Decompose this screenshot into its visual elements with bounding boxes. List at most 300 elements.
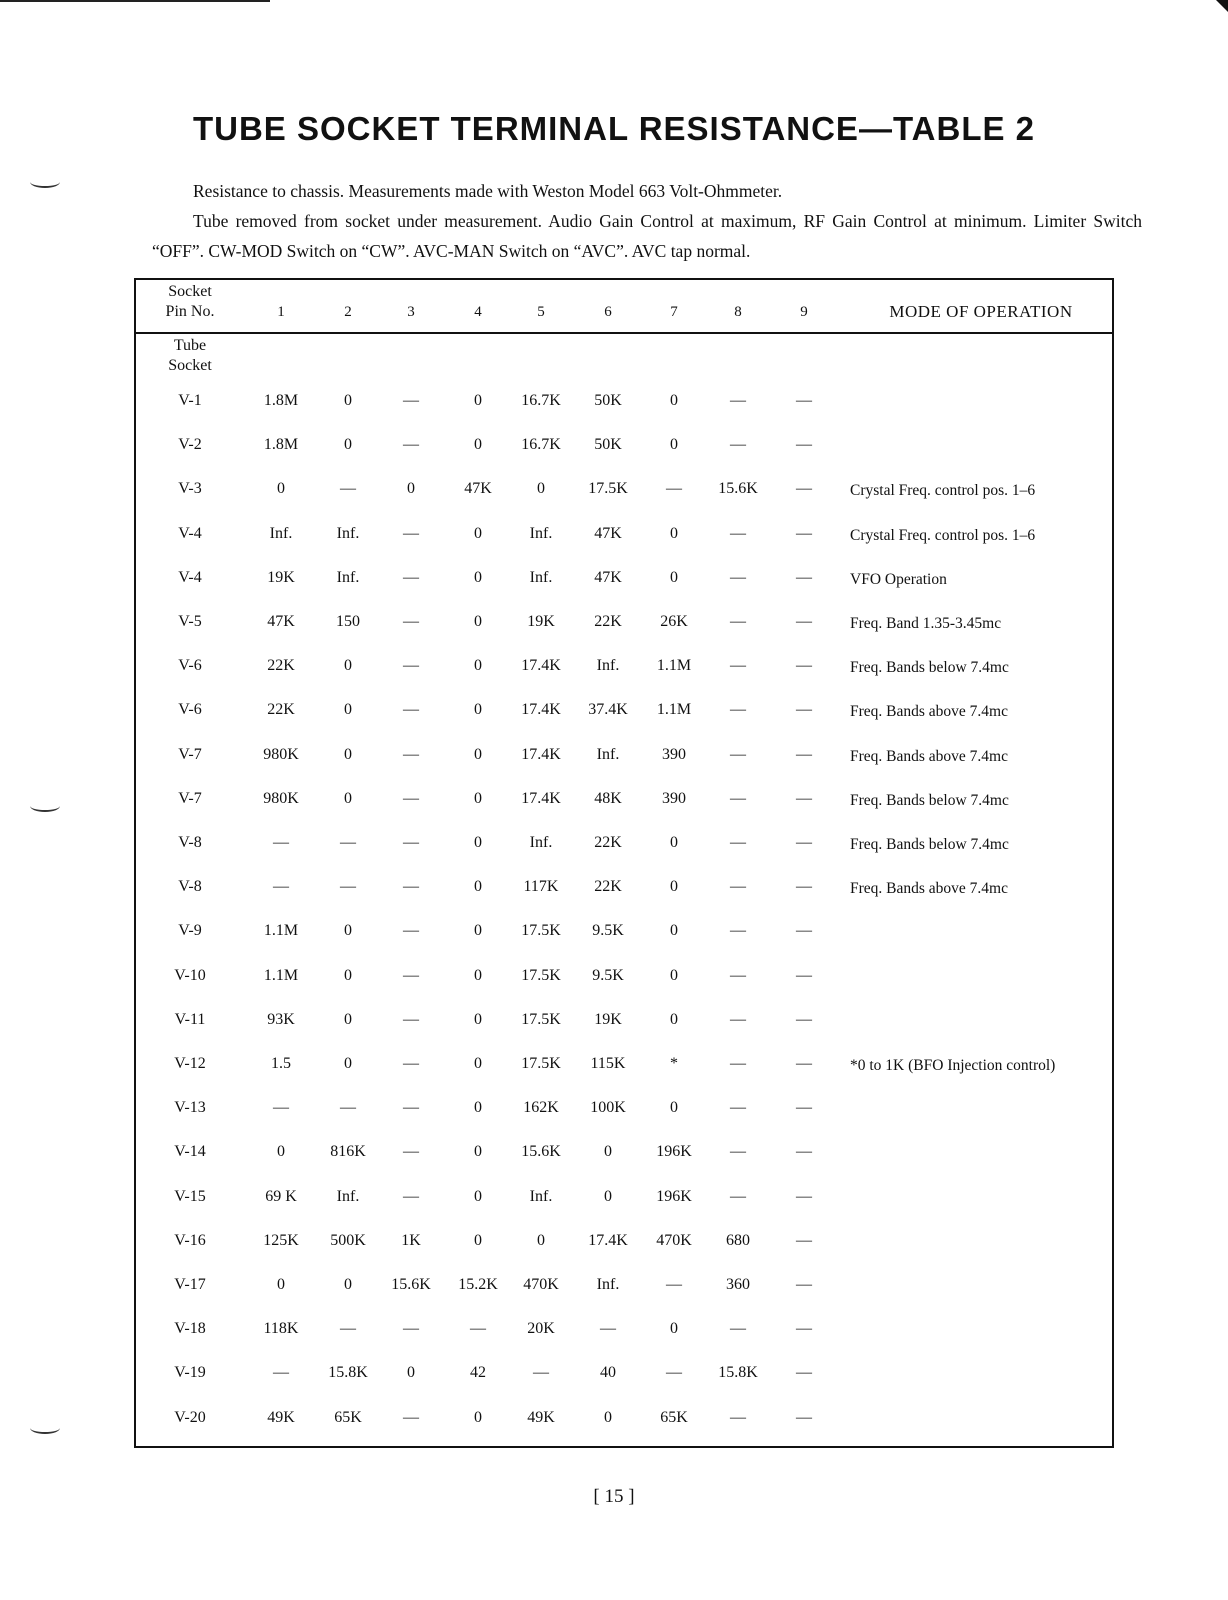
intro-line-2: Tube removed from socket under measurement. Audio Gain Control at maximum, RF Gain Control at minimum. Limiter Switch “OFF”. CW-MOD Switch on “CW”. AVC-MAN Switch on “AVC”. AVC tap normal. [152, 211, 1142, 261]
pin-6-value: Inf. [596, 745, 620, 763]
pin-2-value: — [340, 480, 356, 498]
pin-6-value: 100K [590, 1099, 626, 1117]
pin-7-value: 470K [656, 1231, 692, 1249]
pin-8-value: — [730, 1320, 746, 1338]
pin-4-value: 0 [474, 966, 482, 984]
pin-1-value: — [273, 1364, 289, 1382]
pin-8-value: — [730, 1143, 746, 1161]
pin-6-value: 47K [594, 568, 622, 586]
pin-6-value: — [600, 1320, 616, 1338]
pin-8-value: — [730, 1187, 746, 1205]
pin-5-value: 15.6K [521, 1143, 561, 1161]
pin-2-value: 500K [330, 1231, 366, 1249]
pin-8-value: 15.6K [718, 480, 758, 498]
pin-3-value: — [403, 1010, 419, 1028]
intro [152, 176, 1142, 266]
pin-2-value: 0 [344, 922, 352, 940]
pin-3-value: — [403, 436, 419, 454]
tube-socket-cell: V-7 [178, 789, 202, 807]
pin-2-value: Inf. [336, 568, 360, 586]
pin-5-value: 16.7K [521, 392, 561, 409]
tube-socket-cell: V-4 [178, 568, 202, 586]
pin-9-value: — [796, 1187, 812, 1205]
pin-3-value: — [403, 524, 419, 542]
pin-4-value: 0 [474, 1187, 482, 1205]
pin-6-value: 47K [594, 524, 622, 542]
pin-4-value: 0 [474, 436, 482, 454]
pin-3-value: — [403, 878, 419, 896]
pin-7-value: * [670, 1055, 678, 1072]
mode-of-operation-cell: Freq. Bands below 7.4mc [850, 791, 1009, 809]
mode-of-operation-cell: Crystal Freq. control pos. 1–6 [850, 482, 1036, 500]
table-row [136, 874, 1112, 904]
pin-1-value: 980K [263, 745, 299, 763]
pin-2-value: 0 [344, 1276, 352, 1293]
pin-4-value: 0 [474, 1099, 482, 1117]
pin-5-value: 16.7K [521, 436, 561, 454]
pin-1-value: Inf. [269, 524, 293, 542]
pin-7-value: 0 [670, 568, 678, 586]
pin-7-value: 0 [670, 392, 678, 409]
pin-2-value: Inf. [336, 524, 360, 542]
table-row [136, 565, 1112, 595]
pin-7-value: 0 [670, 878, 678, 896]
page-number: [ 15 ] [593, 1486, 635, 1507]
pin-8-value: — [730, 1055, 746, 1072]
top-rule [0, 0, 270, 2]
pin-7-value: 1.1M [656, 657, 692, 675]
pin-1-value: 1.1M [263, 922, 299, 940]
pin-4-value: 0 [474, 1143, 482, 1161]
pin-4-value: 0 [474, 922, 482, 940]
page-title: TUBE SOCKET TERMINAL RESISTANCE—TABLE 2 [192, 110, 1036, 147]
pin-7-value: 65K [660, 1408, 688, 1426]
pin-3-value: — [403, 789, 419, 807]
pin-3-value: 0 [407, 1364, 415, 1382]
pin-5-value: — [533, 1364, 549, 1382]
table-row [136, 1272, 1112, 1302]
pin-3-value: — [403, 1055, 419, 1072]
table-row [136, 1316, 1112, 1346]
pin-5-value: 162K [523, 1099, 559, 1117]
pin-1-value: — [273, 834, 289, 851]
tube-socket-cell: V-15 [174, 1187, 206, 1205]
pin-1-value: 22K [267, 657, 295, 675]
binder-hole-mark [30, 176, 60, 188]
pin-9-value: — [796, 834, 812, 851]
pin-8-value: — [730, 701, 746, 719]
pin-4-value: 0 [474, 701, 482, 719]
pin-9-value: — [796, 480, 812, 498]
pin-6-value: 9.5K [592, 922, 624, 940]
pin-9-value: — [796, 1364, 812, 1382]
table-row [136, 388, 1112, 418]
header-pin-3: 3 [407, 304, 415, 320]
pin-3-value: — [403, 1408, 419, 1426]
pin-3-value: — [403, 701, 419, 719]
pin-5-value: 117K [523, 878, 559, 896]
pin-1-value: 93K [267, 1010, 295, 1028]
pin-4-value: 0 [474, 878, 482, 896]
pin-9-value: — [796, 1055, 812, 1072]
table-row [136, 963, 1112, 993]
pin-1-value: 47K [267, 613, 295, 630]
pin-9-value: — [796, 1010, 812, 1028]
pin-7-value: 196K [656, 1143, 692, 1161]
mode-of-operation-cell: Freq. Bands above 7.4mc [850, 747, 1008, 765]
table-row [136, 742, 1112, 772]
pin-2-value: — [340, 1320, 356, 1338]
pin-3-value: — [403, 966, 419, 984]
corner-mark [1216, 0, 1228, 12]
pin-4-value: 0 [474, 1010, 482, 1028]
pin-7-value: 0 [670, 1320, 678, 1338]
pin-7-value: — [666, 1364, 682, 1382]
pin-7-value: 196K [656, 1187, 692, 1205]
table-row [136, 1095, 1112, 1125]
pin-6-value: 0 [604, 1408, 612, 1426]
pin-1-value: — [273, 878, 289, 896]
pin-7-value: 0 [670, 1099, 678, 1117]
pin-6-value: 115K [590, 1055, 626, 1072]
pin-6-value: 22K [594, 834, 622, 851]
pin-3-value: — [403, 613, 419, 630]
pin-2-value: 0 [344, 1010, 352, 1028]
intro-line-1: Resistance to chassis. Measurements made with Weston Model 663 Volt-Ohmmeter. [193, 181, 783, 201]
pin-4-value: 0 [474, 1408, 482, 1426]
table-row [136, 1360, 1112, 1390]
mode-of-operation-cell: *0 to 1K (BFO Injection control) [850, 1057, 1056, 1074]
binder-hole-mark [30, 1422, 60, 1434]
tube-socket-cell: V-5 [178, 613, 202, 630]
pin-2-value: 0 [344, 745, 352, 763]
table-row [136, 476, 1112, 506]
pin-5-value: 17.5K [521, 966, 561, 984]
header-pin-2: 2 [344, 304, 352, 320]
table-row [136, 1051, 1112, 1081]
table-row [136, 1228, 1112, 1258]
pin-4-value: 42 [470, 1364, 486, 1382]
pin-3-value: — [403, 1099, 419, 1117]
pin-1-value: 1.5 [271, 1055, 291, 1072]
pin-6-value: 0 [604, 1143, 612, 1161]
tube-socket-cell: V-6 [178, 657, 202, 675]
pin-5-value: 17.4K [521, 745, 561, 763]
table-row [136, 653, 1112, 683]
header-pin-1: 1 [277, 304, 285, 320]
pin-4-value: 0 [474, 568, 482, 586]
pin-9-value: — [796, 657, 812, 675]
header-tube-socket-label: Socket [168, 357, 212, 374]
table-row [136, 830, 1112, 860]
header-pin-label: Pin No. [165, 303, 215, 320]
pin-9-value: — [796, 878, 812, 896]
tube-socket-cell: V-1 [178, 392, 202, 409]
mode-of-operation-cell: VFO Operation [850, 570, 947, 588]
pin-7-value: — [666, 1276, 682, 1293]
mode-of-operation-cell: Freq. Band 1.35-3.45mc [850, 615, 1002, 632]
pin-4-value: 0 [474, 657, 482, 675]
pin-3-value: — [403, 657, 419, 675]
pin-3-value: 15.6K [391, 1276, 431, 1293]
pin-4-value: 0 [474, 1055, 482, 1072]
pin-6-value: 22K [594, 878, 622, 896]
tube-socket-cell: V-9 [178, 922, 202, 940]
tube-socket-cell: V-7 [178, 745, 202, 763]
pin-4-value: 0 [474, 613, 482, 630]
table-row [136, 1184, 1112, 1214]
pin-5-value: 17.5K [521, 1010, 561, 1028]
pin-9-value: — [796, 613, 812, 630]
tube-socket-cell: V-11 [174, 1010, 206, 1028]
pin-3-value: — [403, 834, 419, 851]
pin-7-value: 1.1M [656, 701, 692, 719]
pin-8-value: — [730, 613, 746, 630]
pin-6-value: 50K [594, 436, 622, 454]
pin-4-value: 47K [464, 480, 492, 498]
pin-5-value: 49K [527, 1408, 555, 1426]
pin-9-value: — [796, 524, 812, 542]
pin-4-value: — [470, 1320, 486, 1338]
pin-1-value: 1.1M [263, 966, 299, 984]
pin-7-value: 0 [670, 1010, 678, 1028]
pin-8-value: — [730, 1099, 746, 1117]
pin-1-value: 22K [267, 701, 295, 719]
pin-6-value: 0 [604, 1187, 612, 1205]
pin-2-value: 0 [344, 789, 352, 807]
pin-6-value: 19K [594, 1010, 622, 1028]
header-pin-7: 7 [670, 304, 678, 320]
table-row [136, 1405, 1112, 1435]
pin-7-value: 26K [660, 613, 688, 630]
pin-1-value: 19K [267, 568, 295, 586]
pin-1-value: 69 K [265, 1187, 297, 1205]
pin-9-value: — [796, 1231, 812, 1249]
tube-socket-cell: V-8 [178, 878, 202, 896]
mode-of-operation-cell: Crystal Freq. control pos. 1–6 [850, 526, 1036, 544]
pin-8-value: — [730, 745, 746, 763]
pin-7-value: 0 [670, 922, 678, 940]
pin-6-value: 37.4K [588, 701, 628, 719]
pin-4-value: 15.2K [458, 1276, 498, 1293]
tube-socket-cell: V-18 [174, 1320, 206, 1338]
table-row [136, 432, 1112, 462]
binder-hole-mark [30, 800, 60, 812]
header-tube-label: Tube [173, 337, 207, 354]
pin-9-value: — [796, 922, 812, 940]
pin-2-value: 0 [344, 701, 352, 719]
tube-socket-cell: V-20 [174, 1408, 206, 1426]
pin-9-value: — [796, 436, 812, 454]
pin-5-value: Inf. [529, 524, 553, 542]
table-row [136, 697, 1112, 727]
pin-5-value: 17.5K [521, 922, 561, 940]
mode-of-operation-cell: Freq. Bands above 7.4mc [850, 880, 1008, 898]
pin-5-value: 17.5K [521, 1055, 561, 1072]
pin-5-value: 17.4K [521, 657, 561, 675]
pin-2-value: 0 [344, 392, 352, 409]
table-row [136, 1139, 1112, 1169]
pin-1-value: 0 [277, 1276, 285, 1293]
pin-2-value: 0 [344, 436, 352, 454]
pin-4-value: 0 [474, 834, 482, 851]
tube-socket-cell: V-8 [178, 834, 202, 851]
pin-3-value: — [403, 1320, 419, 1338]
pin-8-value: 15.8K [718, 1364, 758, 1382]
pin-8-value: — [730, 834, 746, 851]
pin-3-value: — [403, 1143, 419, 1161]
tube-socket-cell: V-12 [174, 1055, 206, 1072]
pin-6-value: Inf. [596, 657, 620, 675]
mode-of-operation-cell: Freq. Bands below 7.4mc [850, 659, 1009, 677]
pin-8-value: — [730, 1408, 746, 1426]
pin-3-value: — [403, 745, 419, 763]
pin-7-value: 390 [662, 745, 686, 763]
table-row [136, 786, 1112, 816]
pin-5-value: 17.4K [521, 789, 561, 807]
pin-8-value: — [730, 392, 746, 409]
pin-1-value: 125K [263, 1231, 299, 1249]
header-socket-pin [140, 282, 240, 322]
table-header [136, 280, 1112, 334]
pin-1-value: 0 [277, 480, 285, 498]
pin-4-value: 0 [474, 745, 482, 763]
pin-5-value: 17.4K [521, 701, 561, 719]
pin-8-value: 360 [726, 1276, 750, 1293]
pin-9-value: — [796, 1408, 812, 1426]
pin-4-value: 0 [474, 1231, 482, 1249]
pin-7-value: 0 [670, 524, 678, 542]
mode-of-operation-cell: Freq. Bands below 7.4mc [850, 836, 1009, 853]
pin-1-value: 980K [263, 789, 299, 807]
pin-5-value: 470K [523, 1276, 559, 1293]
mode-of-operation-cell: Freq. Bands above 7.4mc [850, 703, 1008, 721]
pin-5-value: 0 [537, 480, 545, 498]
pin-6-value: Inf. [596, 1276, 620, 1293]
pin-2-value: 816K [330, 1143, 366, 1161]
pin-5-value: Inf. [529, 1187, 553, 1205]
pin-3-value: 1K [401, 1231, 421, 1249]
pin-9-value: — [796, 1276, 812, 1293]
header-pin-4: 4 [474, 304, 482, 320]
table-row [136, 918, 1112, 948]
pin-1-value: 1.8M [263, 436, 299, 454]
pin-6-value: 9.5K [592, 966, 624, 984]
pin-9-value: — [796, 745, 812, 763]
pin-9-value: — [796, 568, 812, 586]
pin-9-value: — [796, 1143, 812, 1161]
tube-socket-cell: V-3 [178, 480, 202, 498]
pin-8-value: — [730, 922, 746, 940]
pin-1-value: — [273, 1099, 289, 1117]
pin-4-value: 0 [474, 392, 482, 409]
pin-8-value: 680 [726, 1231, 750, 1249]
pin-1-value: 0 [277, 1143, 285, 1161]
header-mode: MODE OF OPERATION [889, 302, 1073, 321]
pin-8-value: — [730, 568, 746, 586]
pin-8-value: — [730, 789, 746, 807]
pin-9-value: — [796, 701, 812, 719]
pin-2-value: Inf. [336, 1187, 360, 1205]
pin-2-value: 0 [344, 966, 352, 984]
pin-9-value: — [796, 1099, 812, 1117]
pin-6-value: 48K [594, 789, 622, 807]
tube-socket-cell: V-14 [174, 1143, 206, 1161]
pin-9-value: — [796, 966, 812, 984]
pin-8-value: — [730, 1010, 746, 1028]
pin-3-value: — [403, 568, 419, 586]
pin-7-value: 0 [670, 436, 678, 454]
header-pin-8: 8 [734, 304, 742, 320]
pin-5-value: Inf. [529, 834, 553, 851]
pin-2-value: 0 [344, 1055, 352, 1072]
pin-2-value: 15.8K [328, 1364, 368, 1382]
pin-9-value: — [796, 1320, 812, 1338]
pin-3-value: — [403, 392, 419, 409]
pin-7-value: 0 [670, 966, 678, 984]
pin-5-value: Inf. [529, 568, 553, 586]
pin-5-value: 19K [527, 613, 555, 630]
tube-socket-cell: V-13 [174, 1099, 206, 1117]
pin-6-value: 22K [594, 613, 622, 630]
tube-socket-cell: V-17 [174, 1276, 206, 1293]
pin-7-value: 390 [662, 789, 686, 807]
pin-1-value: 1.8M [263, 392, 299, 409]
pin-7-value: — [666, 480, 682, 498]
pin-6-value: 50K [594, 392, 622, 409]
pin-7-value: 0 [670, 834, 678, 851]
pin-2-value: 0 [344, 657, 352, 675]
header-pin-6: 6 [604, 304, 612, 320]
pin-5-value: 20K [527, 1320, 555, 1338]
pin-8-value: — [730, 878, 746, 896]
table-row [136, 521, 1112, 551]
pin-2-value: — [340, 834, 356, 851]
pin-4-value: 0 [474, 524, 482, 542]
pin-5-value: 0 [537, 1231, 545, 1249]
header-pin-9: 9 [800, 304, 808, 320]
pin-9-value: — [796, 789, 812, 807]
pin-4-value: 0 [474, 789, 482, 807]
pin-6-value: 40 [600, 1364, 616, 1382]
pin-8-value: — [730, 657, 746, 675]
resistance-table [134, 278, 1114, 1448]
header-socket-label: Socket [168, 283, 212, 300]
pin-8-value: — [730, 524, 746, 542]
pin-3-value: — [403, 922, 419, 940]
pin-8-value: — [730, 966, 746, 984]
table-row [136, 609, 1112, 639]
pin-2-value: — [340, 878, 356, 896]
tube-socket-cell: V-10 [174, 966, 206, 984]
tube-socket-cell: V-4 [178, 524, 202, 542]
pin-2-value: — [340, 1099, 356, 1117]
header-pin-5: 5 [537, 304, 545, 320]
tube-socket-cell: V-16 [174, 1231, 206, 1249]
pin-2-value: 150 [336, 613, 360, 630]
table-row [136, 1007, 1112, 1037]
pin-2-value: 65K [334, 1408, 362, 1426]
header-tube-socket [140, 336, 240, 376]
tube-socket-cell: V-19 [174, 1364, 206, 1382]
pin-6-value: 17.5K [588, 480, 628, 498]
pin-9-value: — [796, 392, 812, 409]
pin-8-value: — [730, 436, 746, 454]
tube-socket-cell: V-6 [178, 701, 202, 719]
pin-1-value: 118K [263, 1320, 299, 1338]
pin-1-value: 49K [267, 1408, 295, 1426]
pin-6-value: 17.4K [588, 1231, 628, 1249]
